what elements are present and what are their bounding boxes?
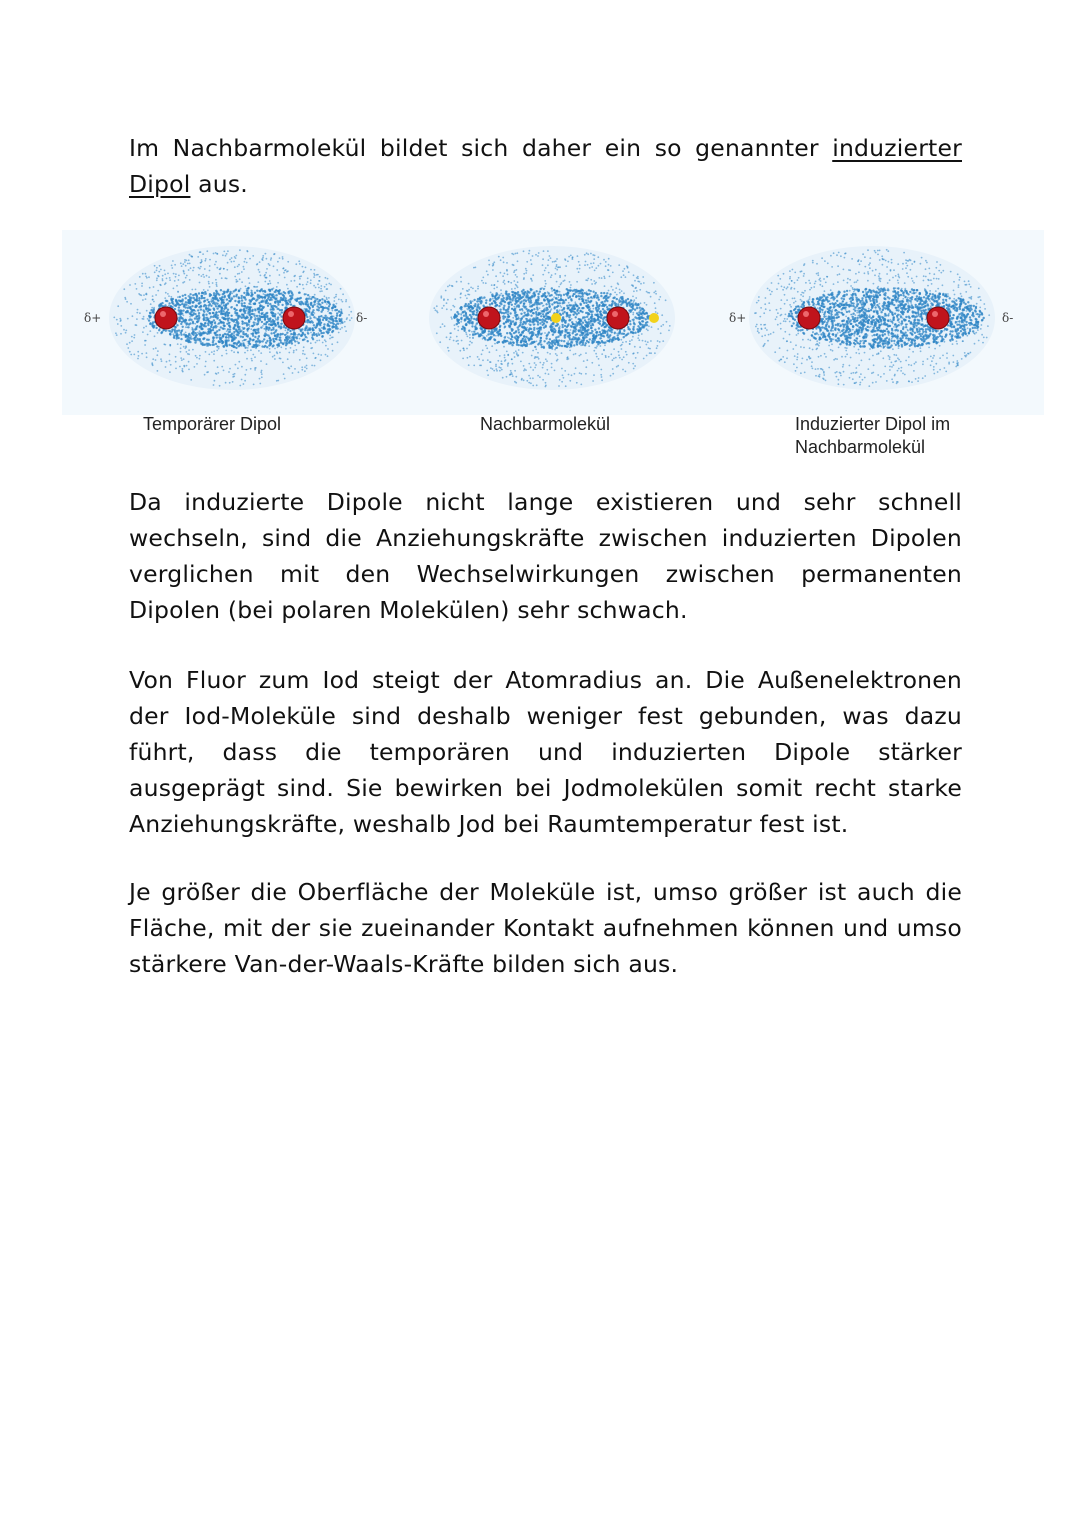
- delta-minus-label: δ-: [356, 311, 368, 325]
- iodine-nucleus: [478, 307, 500, 329]
- iodine-nucleus: [607, 307, 629, 329]
- iodine-nucleus: [927, 307, 949, 329]
- intro-text-after: aus.: [190, 170, 248, 198]
- caption-temporary-dipole: Temporärer Dipol: [143, 414, 282, 434]
- caption-induced-dipole: Induzierter Dipol im Nachbarmolekül: [795, 414, 951, 457]
- paragraph-surface-area: Je größer die Oberfläche der Moleküle ist, umso größer ist auch die Fläche, mit der sie zueinander Kontakt aufnehmen können und umso stärkere Van-der-Waals-Kräfte bilden sich aus.: [129, 878, 962, 978]
- delta-minus-label: δ-: [1002, 311, 1014, 325]
- iodine-nucleus: [155, 307, 177, 329]
- paragraph-induced-dipoles: Da induzierte Dipole nicht lange existieren und sehr schnell wechseln, sind die Anziehungskräfte zwischen induzierten Dipolen verglichen mit den Wechselwirkungen zwischen permanenten Dipolen (bei polaren Molekülen) sehr schwach.: [129, 488, 962, 624]
- iodine-nucleus: [283, 307, 305, 329]
- delta-plus-label: δ+: [729, 311, 747, 325]
- charge-center-marker: [551, 313, 561, 323]
- induced-dipole-molecule: [749, 246, 995, 390]
- intro-text-before: Im Nachbarmolekül bildet sich daher ein so genannter: [129, 134, 833, 162]
- neighbor-molecule: [429, 246, 675, 390]
- induced-dipole-term: induzierter Dipol: [129, 134, 962, 198]
- dipole-illustration: [0, 0, 1080, 480]
- charge-center-marker: [649, 313, 659, 323]
- iodine-nucleus: [798, 307, 820, 329]
- delta-plus-label: δ+: [84, 311, 102, 325]
- temporary-dipole-molecule: [109, 246, 355, 390]
- paragraph-atomic-radius: Von Fluor zum Iod steigt der Atomradius an. Die Außenelektronen der Iod-Moleküle sind deshalb weniger fest gebunden, was dazu führt, dass die temporären und induzierten Dipole stärker ausgeprägt sind. Sie bewirken bei Jodmolekülen somit recht starke Anziehungskräfte, weshalb Jod bei Raumtemperatur fest ist.: [129, 666, 962, 838]
- caption-neighbor-molecule: Nachbarmolekül: [480, 414, 611, 434]
